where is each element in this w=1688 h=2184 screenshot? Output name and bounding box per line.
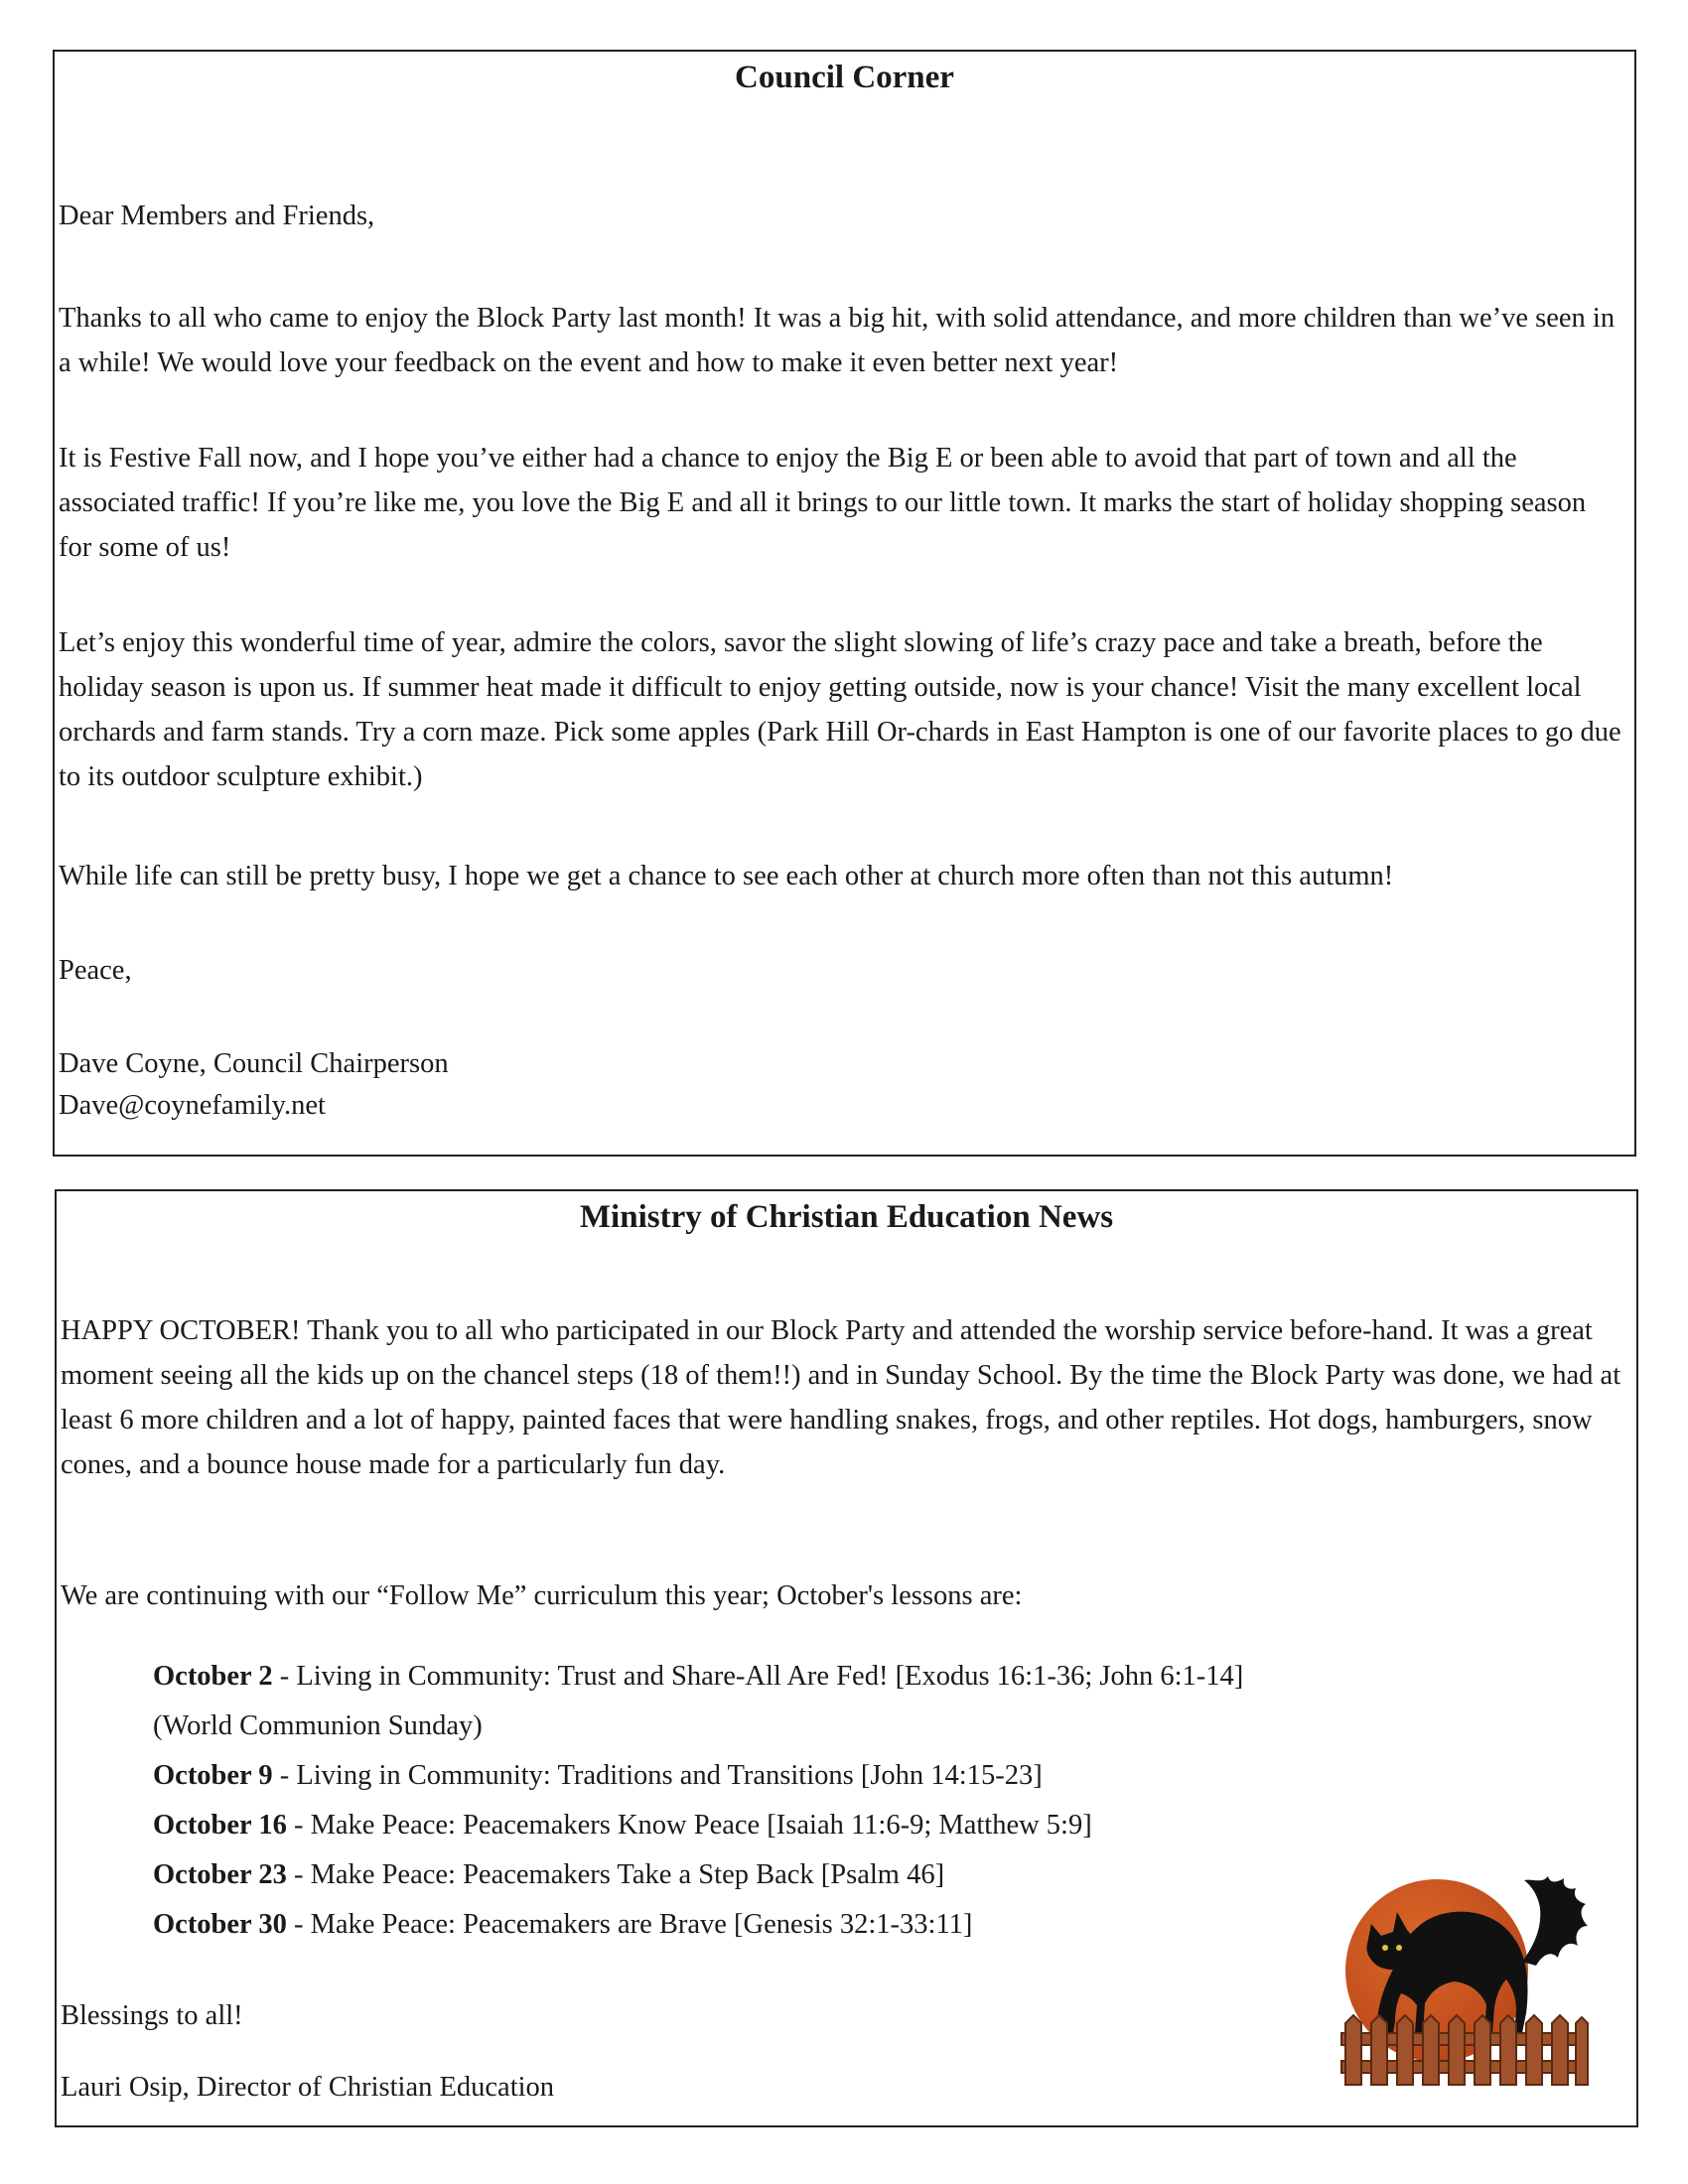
council-greeting: Dear Members and Friends, — [59, 201, 375, 231]
lesson-date: October 16 — [153, 1810, 287, 1841]
fence-shape — [1341, 2015, 1588, 2085]
ministry-section — [55, 1189, 1638, 2127]
ministry-paragraph-2: We are continuing with our “Follow Me” curriculum this year; October's lessons are: — [61, 1580, 1023, 1611]
black-cat-on-fence-icon — [1337, 1866, 1596, 2095]
council-corner-title: Council Corner — [735, 60, 954, 95]
lesson-text: - Living in Community: Trust and Share-All Are Fed! [Exodus 16:1-36; John 6:1-14] — [272, 1661, 1244, 1692]
lesson-date: October 30 — [153, 1909, 287, 1940]
council-paragraph-2: It is Festive Fall now, and I hope you’ve either had a chance to enjoy the Big E or been able to avoid that part of town and all the associated traffic! If you’re like me, you love the Big E and all it brings to our little town. It marks the start of holiday shopping season for some of us! — [59, 443, 1587, 563]
lesson-item — [153, 1753, 1626, 1798]
ministry-signature: Lauri Osip, Director of Christian Education — [61, 2072, 555, 2103]
lesson-text: - Make Peace: Peacemakers are Brave [Genesis 32:1-33:11] — [286, 1909, 973, 1940]
ministry-title: Ministry of Christian Education News — [579, 1199, 1114, 1235]
council-paragraph-4: While life can still be pretty busy, I hope we get a chance to see each other at church more often than not this autumn! — [59, 861, 1394, 891]
ministry-closing: Blessings to all! — [61, 2000, 243, 2031]
lesson-date: October 23 — [153, 1859, 287, 1890]
lesson-date: October 2 — [153, 1661, 273, 1692]
lesson-text: - Living in Community: Traditions and Transitions [John 14:15-23] — [272, 1760, 1043, 1791]
council-closing: Peace, — [59, 955, 132, 986]
lesson-item — [153, 1654, 1626, 1699]
lesson-item — [153, 1803, 1626, 1847]
council-signature-name: Dave Coyne, Council Chairperson — [59, 1048, 449, 1079]
council-signature-email[interactable]: Dave@coynefamily.net — [59, 1090, 326, 1121]
lesson-text: - Make Peace: Peacemakers Take a Step Back [Psalm 46] — [286, 1859, 945, 1890]
lesson-date: October 9 — [153, 1760, 273, 1791]
ministry-paragraph-1: HAPPY OCTOBER! Thank you to all who participated in our Block Party and attended the worship service before-hand. It was a great moment seeing all the kids up on the chancel steps (18 of them!!) and in Sunday School. By the time the Block Party was done, we had at least 6 more children and a lot of happy, painted faces that were handling snakes, frogs, and other reptiles. Hot dogs, hamburgers, snow cones, and a bounce house made for a particularly fun day. — [61, 1315, 1621, 1480]
lesson-text: - Make Peace: Peacemakers Know Peace [Isaiah 11:6-9; Matthew 5:9] — [286, 1810, 1092, 1841]
lesson-note: (World Communion Sunday) — [153, 1710, 483, 1741]
council-paragraph-1: Thanks to all who came to enjoy the Block Party last month! It was a big hit, with solid attendance, and more children than we’ve seen in a while! We would love your feedback on the event and how to make it even better next year! — [59, 303, 1616, 378]
council-corner-section — [53, 50, 1636, 1157]
council-paragraph-3: Let’s enjoy this wonderful time of year, admire the colors, savor the slight slowing of life’s crazy pace and take a breath, before the holiday season is upon us. If summer heat made it difficult to enjoy getting outside, now is your chance! Visit the many excellent local orchards and farm stands. Try a corn maze. Pick some apples (Park Hill Or-chards in East Hampton is one of our favorite places to go due to its outdoor sculpture exhibit.) — [59, 627, 1621, 792]
